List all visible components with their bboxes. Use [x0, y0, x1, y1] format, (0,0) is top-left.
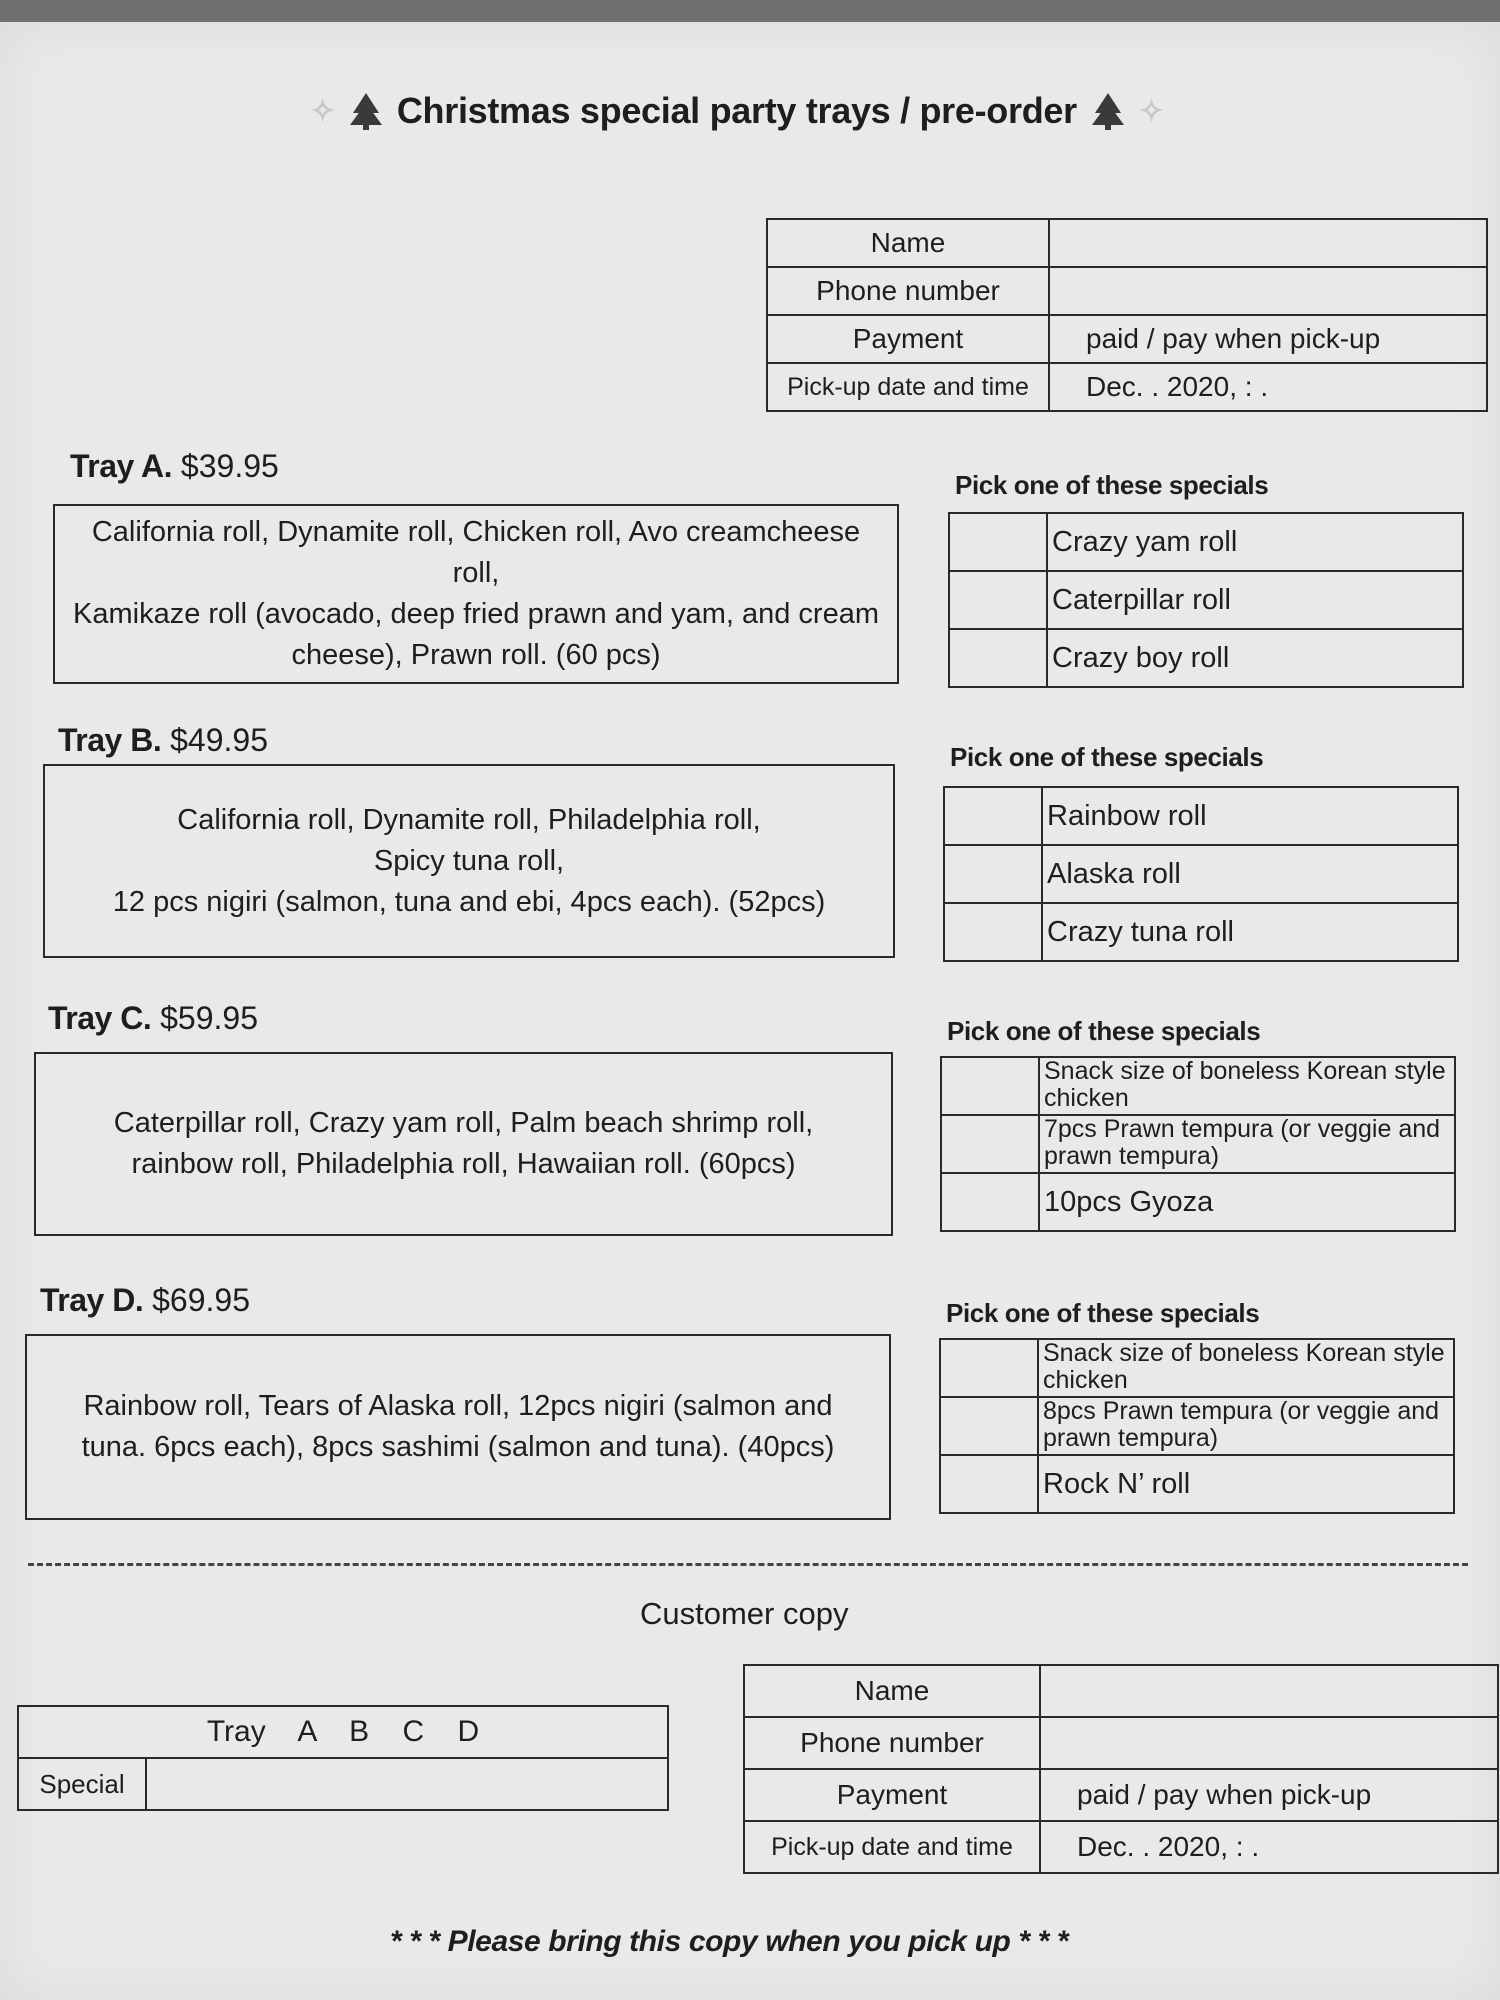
tray-choice-row[interactable]: Tray A B C D [18, 1706, 668, 1758]
tray-d-specials-heading: Pick one of these specials [946, 1298, 1260, 1328]
phone-field[interactable] [1049, 267, 1487, 315]
table-row [767, 315, 1487, 363]
order-info-table [766, 218, 1488, 412]
special-checkbox[interactable] [949, 571, 1047, 629]
table-row [949, 513, 1463, 571]
special-checkbox[interactable] [941, 1173, 1039, 1231]
table-row [941, 1057, 1455, 1115]
tray-name: Tray A. [70, 448, 173, 484]
title-text: Christmas special party trays / pre-order [396, 90, 1077, 131]
pickup-label: Pick-up date and time [744, 1821, 1040, 1873]
table-row [949, 629, 1463, 687]
tray-a-specials-heading: Pick one of these specials [955, 470, 1269, 500]
table-row [940, 1339, 1454, 1397]
special-checkbox[interactable] [949, 513, 1047, 571]
tray-name: Tray B. [58, 722, 162, 758]
special-checkbox[interactable] [944, 903, 1042, 961]
special-checkbox[interactable] [941, 1115, 1039, 1173]
special-field[interactable] [146, 1758, 668, 1810]
christmas-tree-icon [1091, 91, 1125, 131]
name-label: Name [767, 219, 1049, 267]
table-row [744, 1717, 1498, 1769]
table-row [941, 1173, 1455, 1231]
tray-c-contents: Caterpillar roll, Crazy yam roll, Palm beach shrimp roll, rainbow roll, Philadelphia roll, Hawaiian roll. (60pcs) [34, 1052, 893, 1236]
name-label: Name [744, 1665, 1040, 1717]
special-option: 7pcs Prawn tempura (or veggie and prawn tempura) [1039, 1115, 1455, 1173]
footer-note: * * * Please bring this copy when you pick up * * * [390, 1925, 1069, 1958]
special-option: Crazy yam roll [1047, 513, 1463, 571]
customer-info-table [743, 1664, 1499, 1874]
tray-b-specials-table [943, 786, 1459, 962]
special-option: Alaska roll [1042, 845, 1458, 903]
table-row [767, 219, 1487, 267]
special-label: Special [18, 1758, 146, 1810]
table-row [767, 363, 1487, 411]
tray-a-heading [70, 448, 279, 485]
special-checkbox[interactable] [941, 1057, 1039, 1115]
payment-field[interactable]: paid / pay when pick-up [1049, 315, 1487, 363]
table-row [944, 903, 1458, 961]
special-checkbox[interactable] [944, 787, 1042, 845]
special-option: Crazy boy roll [1047, 629, 1463, 687]
special-option: Caterpillar roll [1047, 571, 1463, 629]
phone-label: Phone number [767, 267, 1049, 315]
payment-label: Payment [744, 1769, 1040, 1821]
name-field[interactable] [1040, 1665, 1498, 1717]
special-option: Snack size of boneless Korean style chicken [1039, 1057, 1455, 1115]
special-option: 8pcs Prawn tempura (or veggie and prawn tempura) [1038, 1397, 1454, 1455]
special-checkbox[interactable] [940, 1339, 1038, 1397]
tray-b-heading [58, 722, 268, 759]
table-row [949, 571, 1463, 629]
special-option: 10pcs Gyoza [1039, 1173, 1455, 1231]
tray-c-specials-heading: Pick one of these specials [947, 1016, 1261, 1046]
table-row [18, 1706, 668, 1758]
tray-price: $39.95 [180, 448, 279, 484]
tray-b-specials-heading: Pick one of these specials [950, 742, 1264, 772]
payment-label: Payment [767, 315, 1049, 363]
tray-selection-table [17, 1705, 669, 1811]
pickup-field[interactable]: Dec. . 2020, : . [1049, 363, 1487, 411]
tear-off-line [28, 1563, 1468, 1566]
tray-a-contents: California roll, Dynamite roll, Chicken roll, Avo creamcheese roll, Kamikaze roll (avocado, deep fried prawn and yam, and cream cheese), Prawn roll. (60 pcs) [53, 504, 899, 684]
tray-b-contents: California roll, Dynamite roll, Philadelphia roll, Spicy tuna roll, 12 pcs nigiri (salmon, tuna and ebi, 4pcs each). (52pcs) [43, 764, 895, 958]
table-row [744, 1769, 1498, 1821]
tray-name: Tray D. [40, 1282, 144, 1318]
special-option: Rock N’ roll [1038, 1455, 1454, 1513]
table-row [944, 787, 1458, 845]
table-row [744, 1821, 1498, 1873]
special-checkbox[interactable] [949, 629, 1047, 687]
special-option: Snack size of boneless Korean style chicken [1038, 1339, 1454, 1397]
table-row [940, 1455, 1454, 1513]
christmas-tree-icon [349, 91, 383, 131]
special-checkbox[interactable] [944, 845, 1042, 903]
table-row [18, 1758, 668, 1810]
tray-price: $59.95 [160, 1000, 258, 1036]
tray-d-contents: Rainbow roll, Tears of Alaska roll, 12pcs nigiri (salmon and tuna. 6pcs each), 8pcs sashimi (salmon and tuna). (40pcs) [25, 1334, 891, 1520]
tray-name: Tray C. [48, 1000, 152, 1036]
table-row [944, 845, 1458, 903]
payment-field[interactable]: paid / pay when pick-up [1040, 1769, 1498, 1821]
form-title [310, 90, 1210, 132]
special-checkbox[interactable] [940, 1397, 1038, 1455]
table-row [744, 1665, 1498, 1717]
tray-c-specials-table [940, 1056, 1456, 1232]
special-option: Crazy tuna roll [1042, 903, 1458, 961]
tray-d-specials-table [939, 1338, 1455, 1514]
tray-price: $69.95 [152, 1282, 250, 1318]
tray-c-heading [48, 1000, 258, 1037]
customer-copy-heading: Customer copy [640, 1596, 849, 1631]
table-row [941, 1115, 1455, 1173]
special-checkbox[interactable] [940, 1455, 1038, 1513]
table-row [767, 267, 1487, 315]
pickup-label: Pick-up date and time [767, 363, 1049, 411]
phone-label: Phone number [744, 1717, 1040, 1769]
tray-price: $49.95 [170, 722, 268, 758]
phone-field[interactable] [1040, 1717, 1498, 1769]
star-icon: ✧ [310, 94, 335, 128]
tray-a-specials-table [948, 512, 1464, 688]
star-icon: ✧ [1138, 94, 1164, 128]
tray-d-heading [40, 1282, 250, 1319]
pickup-field[interactable]: Dec. . 2020, : . [1040, 1821, 1498, 1873]
special-option: Rainbow roll [1042, 787, 1458, 845]
table-row [940, 1397, 1454, 1455]
name-field[interactable] [1049, 219, 1487, 267]
